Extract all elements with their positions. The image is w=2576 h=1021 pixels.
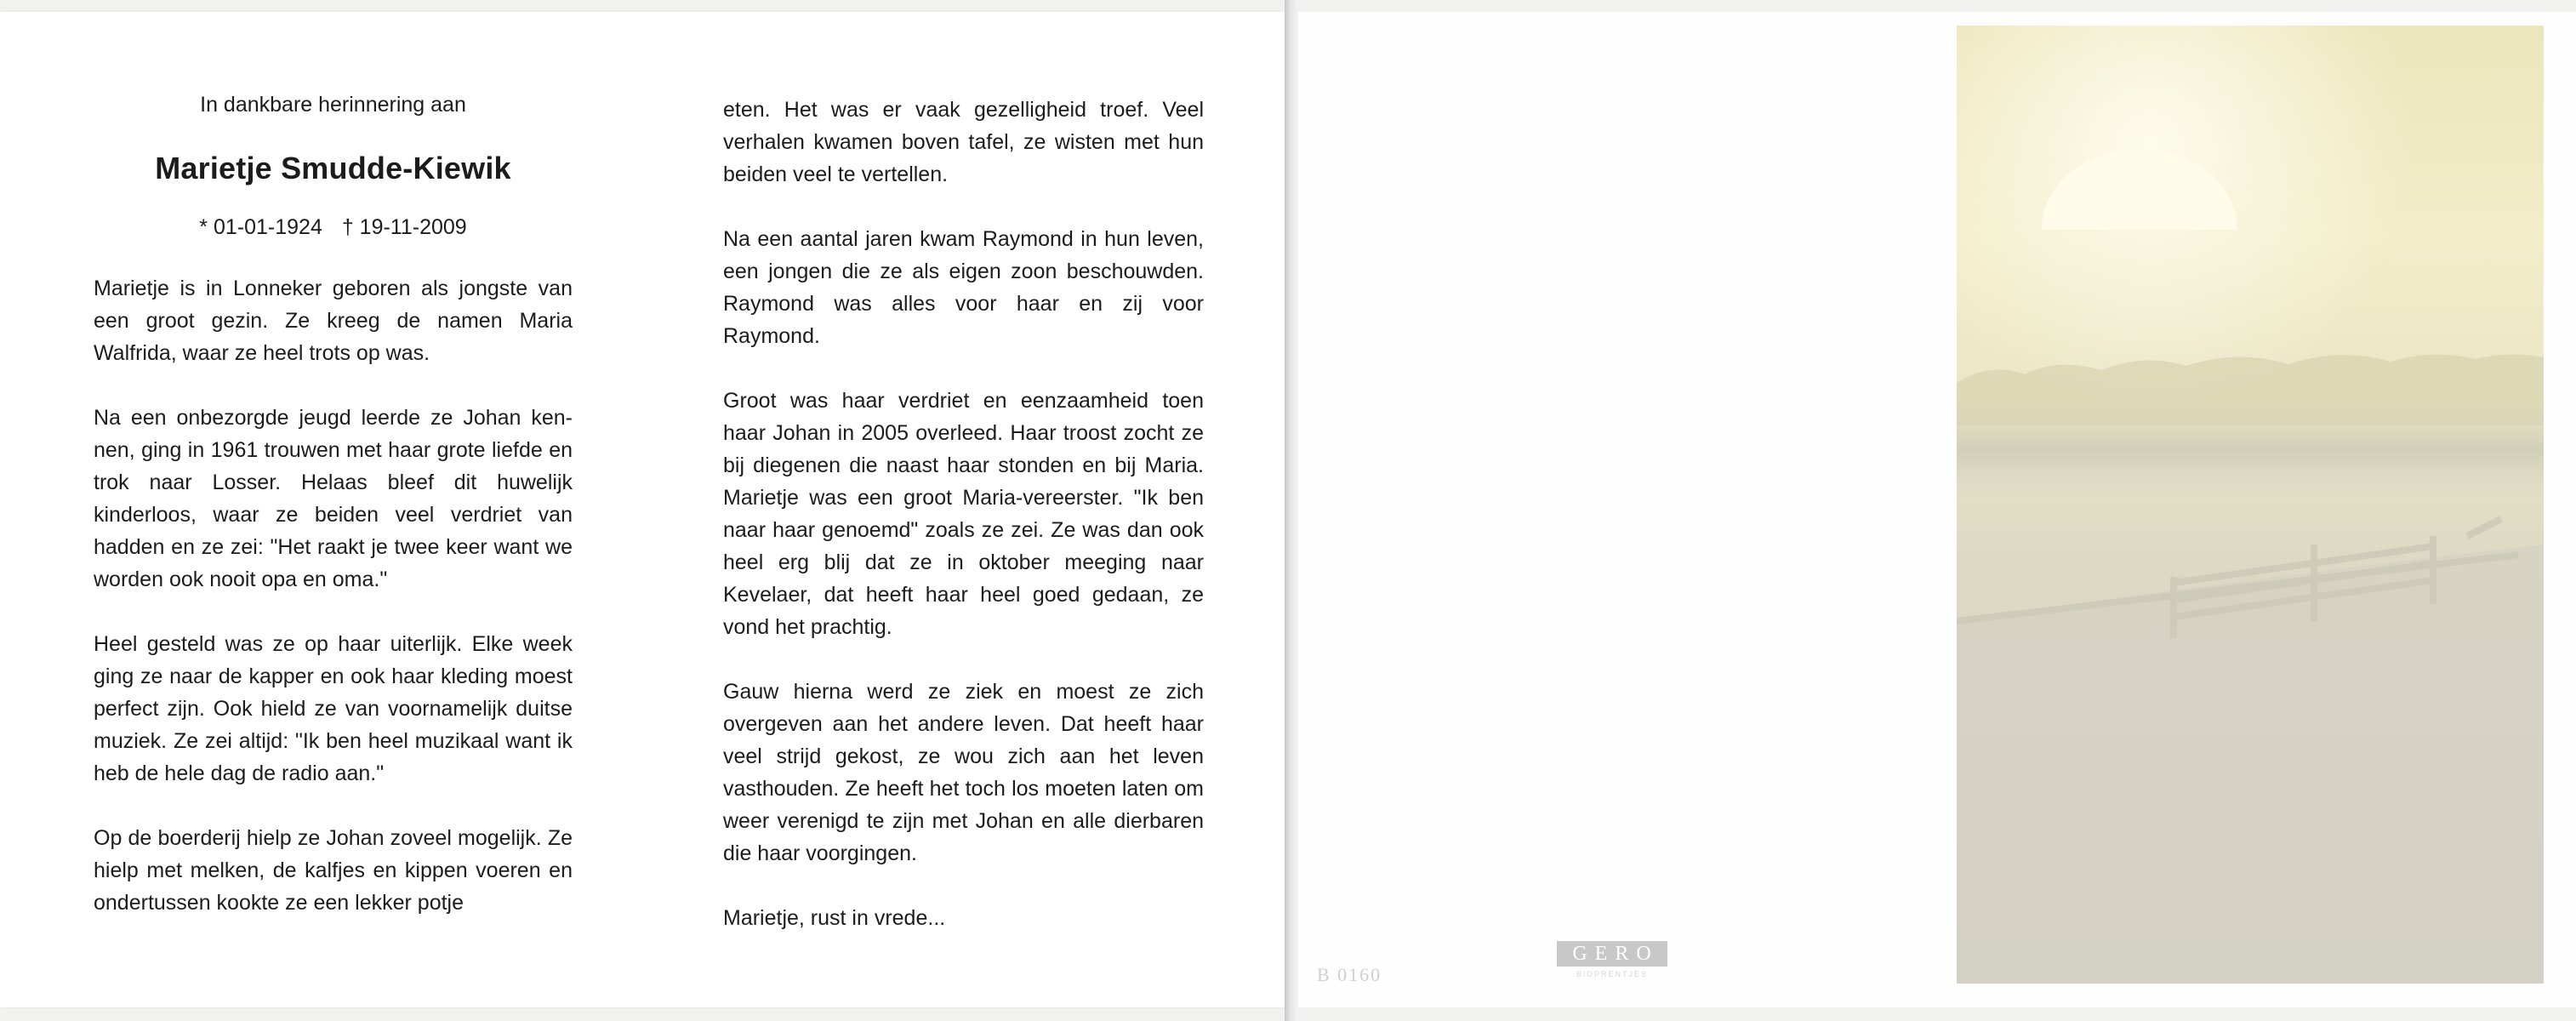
sunset-landscape-icon	[1957, 26, 2544, 984]
text-column-left	[94, 88, 573, 919]
card-code: B 0160	[1317, 964, 1382, 985]
paragraph: Groot was haar verdriet en eenzaamheid toen haar Johan in 2005 overleed. Haar troost zocht ze bij diegenen die naast haar stonden en bij Maria. Marietje was een groot Maria-vereerster. "Ik ben naar haar genoemd" zoals ze zei. Ze was dan ook heel erg blij dat ze in oktober meeging naar Kevelaer, dat heeft haar heel goed gedaan, ze vond het prachtig.	[723, 389, 1204, 639]
logo-subtitle: BIDPRENTJES	[1576, 970, 1648, 978]
sunset-landscape-image	[1957, 26, 2544, 984]
text-column-right	[723, 94, 1204, 934]
card-fold-shadow	[1285, 0, 1298, 1021]
paragraph: Na een aantal jaren kwam Raymond in hun leven, een jongen die ze als eigen zoon beschouwden. Raymond was alles voor haar en zij voor Raymond.	[723, 227, 1204, 348]
paragraph: Na een onbezorgde jeugd leerde ze Johan kennen, ging in 1961 trouwen met haar grote liefde en trok naar Losser. Helaas bleef dit huwelijk kinderloos, waar ze beiden veel verdriet van hadden en ze zei: "Het raakt je twee keer want we worden ook nooit opa en oma."	[94, 406, 573, 591]
logo-wordmark: GERO	[1557, 941, 1667, 967]
death-date: † 19-11-2009	[341, 215, 467, 239]
closing-line: Marietje, rust in vrede...	[723, 906, 946, 930]
life-dates	[94, 211, 573, 243]
intro-line: In dankbare herinnering aan	[200, 93, 466, 117]
paragraph: eten. Het was er vaak gezelligheid troef. Veel verhalen kwamen boven tafel, ze wisten met hun beiden veel te vertellen.	[723, 98, 1204, 186]
card-inner-page	[0, 12, 1286, 1007]
birth-date: * 01-01-1924	[199, 215, 322, 239]
deceased-name: Marietje Smudde-Kiewik	[155, 151, 511, 185]
paragraph: Op de boerderij hielp ze Johan zoveel mogelijk. Ze hielp met melken, de kalfjes en kippen voeren en ondertussen kookte ze een lekker potje	[94, 826, 573, 915]
paragraph: Heel gesteld was ze op haar uiterlijk. Elke week ging ze naar de kapper en ook haar kleding moest perfect zijn. Ook hield ze van voornamelijk duitse muziek. Ze zei altijd: "Ik ben heel muzikaal want ik heb de hele dag de radio aan."	[94, 632, 573, 785]
paragraph: Gauw hierna werd ze ziek en moest ze zich overgeven aan het andere leven. Dat heeft haar veel strijd gekost, ze wou zich aan het leven vasthouden. Ze heeft het toch los moeten laten om weer verenigd te zijn met Johan en alle dierbaren die haar voorgingen.	[723, 680, 1204, 865]
paragraph: Marietje is in Lonneker geboren als jongste van een groot gezin. Ze kreeg de namen Maria Walfrida, waar ze heel trots op was.	[94, 277, 573, 365]
gero-logo	[1557, 941, 1667, 978]
